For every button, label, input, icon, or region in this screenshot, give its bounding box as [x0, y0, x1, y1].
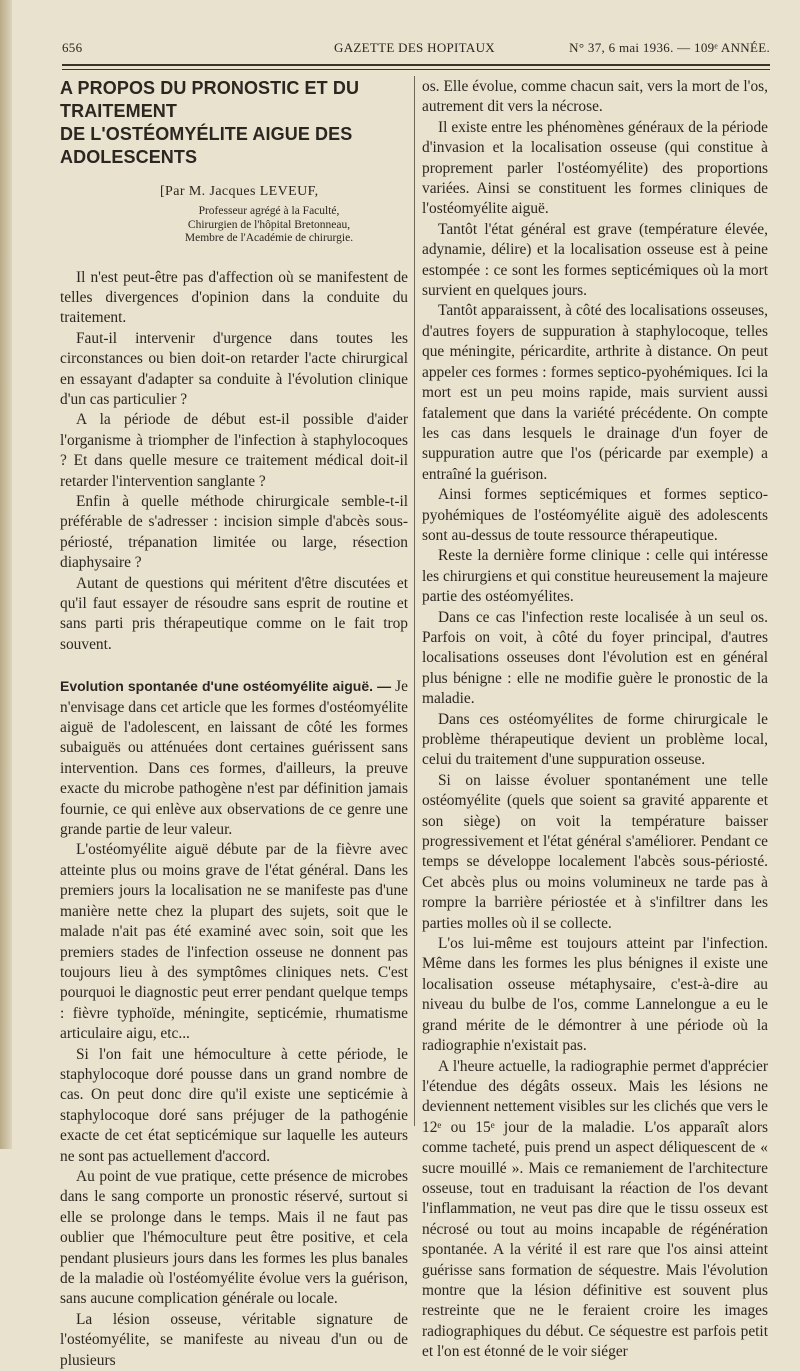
- body-paragraph: Au point de vue pratique, cette présence de microbes dans le sang comporte un pronostic réservé, surtout si elle se prolonge dans le temps. Mais il ne faut pas oublier que l'hémoculture peut être positive, et cela pendant plusieurs jours dans les formes les plus banales de la maladie où l'ostéomyélite évolue vers la guérison, sans aucune complication générale ou locale.: [60, 1167, 408, 1308]
- right-column: [422, 77, 768, 1363]
- intro-paragraph: Faut-il intervenir d'urgence dans toutes les circonstances ou bien doit-on retarder l'acte chirurgical en essayant d'adapter sa conduite à l'évolution clinique d'un cas particulier ?: [60, 329, 408, 408]
- header-rule: [62, 64, 770, 66]
- running-header: [62, 40, 770, 58]
- page-number: 656: [62, 40, 83, 55]
- body-paragraph: Si l'on fait une hémoculture à cette période, le staphylocoque doré pousse dans un grand nombre de cas. On peut donc dire qu'il existe une septicémie à staphylocoque doré sans préjuger de la pathogénie exacte de cet état septicémique sur laquelle les auteurs ne sont pas actuellement d'accord.: [60, 1045, 408, 1165]
- title-line-2: DE L'OSTÉOMYÉLITE AIGUE DES ADOLESCENTS: [60, 124, 353, 167]
- section-first-text: Je n'envisage dans cet article que les formes d'ostéomyélite aiguë de l'adolescent, en laissant de côté les formes subaiguës ou atténuées dont certaines guérissent sans intervention. Dans ces formes, d'ailleurs, la preuve exacte du microbe pathogène n'est par définition jamais fournie, ce qui enlève aux observations de ce genre une grande partie de leur valeur.: [60, 678, 408, 839]
- body-paragraph: A l'heure actuelle, la radiographie permet d'apprécier l'étendue des dégâts osseux. Mais les lésions ne deviennent nettement visibles sur les clichés que vers le 12ᵉ ou 15ᵉ jour de la maladie. L'os apparaît alors comme tacheté, puis prend un aspect déliquescent de « sucre mouillé ». Mais ce remaniement de l'architecture osseuse, tout en traduisant la réaction de l'os devant l'inflammation, ne veut pas dire que le tissu osseux est nécrosé ou tout au moins incapable de régénération spontanée. A la vérité il est rare que l'os ainsi atteint guérisse sans formation de séquestre. Mais l'évolution montre que la lésion définitive est souvent plus restreinte que ne le feraient croire les images radiographiques du début. Ce séquestre est parfois petit et l'on est étonné de le voir siéger: [422, 1057, 768, 1361]
- section-paragraph: [60, 676, 408, 840]
- left-column: [60, 77, 408, 1371]
- title-line-1: A PROPOS DU PRONOSTIC ET DU TRAITEMENT: [60, 78, 360, 121]
- section-heading: Evolution spontanée d'une ostéomyélite aiguë. —: [60, 678, 392, 695]
- header-rule-thin: [62, 69, 770, 70]
- body-paragraph: Dans ces ostéomyélites de forme chirurgicale le problème thérapeutique devient un problème local, celui du traitement d'une suppuration osseuse.: [422, 710, 768, 769]
- credential-line: Chirurgien de l'hôpital Bretonneau,: [187, 218, 351, 231]
- page-binding-edge: [0, 0, 12, 1149]
- issue-info: N° 37, 6 mai 1936. — 109ᵉ ANNÉE.: [569, 40, 770, 55]
- body-paragraph: La lésion osseuse, véritable signature de l'ostéomyélite, se manifeste au niveau d'un ou de plusieurs: [60, 1310, 408, 1369]
- body-paragraph: os. Elle évolue, comme chacun sait, vers la mort de l'os, autrement dit vers la nécrose.: [422, 78, 768, 116]
- body-paragraph: Si on laisse évoluer spontanément une telle ostéomyélite (quels que soient sa gravité apparente et son siège) on voit la température baisser progressivement et l'état général s'améliorer. Pendant ce temps se développe localement l'abcès sous-périosté. Cet abcès plus ou moins volumineux ne tarde pas à rompre la barrière périostée et à s'infiltrer dans les parties molles où il se collecte.: [422, 771, 768, 932]
- journal-title: GAZETTE DES HOPITAUX: [334, 40, 495, 55]
- intro-paragraph: A la période de début est-il possible d'aider l'organisme à triompher de l'infection à staphylocoques ? Et dans quelle mesure ce traitement médical doit-il retarder l'intervention sanglante ?: [60, 411, 408, 490]
- intro-paragraph: Il n'est peut-être pas d'affection où se manifestent de telles divergences d'opinion dans la conduite du traitement.: [60, 268, 408, 327]
- body-paragraph: L'os lui-même est toujours atteint par l'infection. Même dans les formes les plus bénignes il existe une localisation osseuse métaphysaire, c'est-à-dire au niveau du bulbe de l'os, comme Lannelongue a eu le grand mérite de le démontrer à une période où la radiographie n'existait pas.: [422, 935, 768, 1055]
- body-paragraph: Il existe entre les phénomènes généraux de la période d'invasion et la localisation osseuse (qui constitue à proprement parler l'ostéomyélite) des proportions variées. Ainsi se constituent les formes cliniques de l'ostéomyélite aiguë.: [422, 118, 768, 218]
- body-paragraph: Reste la dernière forme clinique : celle qui intéresse les chirurgiens et qui constitue heureusement la majeure partie des ostéomyélites.: [422, 547, 768, 606]
- author: [Par M. Jacques LEVEUF,: [160, 184, 319, 199]
- body-paragraph: Tantôt apparaissent, à côté des localisations osseuses, d'autres foyers de suppuration à staphylocoque, telles que méningite, péricardite, arthrite à distance. On peut appeler ces formes : formes septico-pyohémiques. Ici la mort est un peu moins rapide, mais survient aussi fatalement que dans la variété précédente. On compte les cas dans lesquels le drainage d'un foyer de suppuration autre que l'os (péricarde par exemple) a entraîné la guérison.: [422, 302, 768, 483]
- author-credentials: [60, 205, 408, 246]
- body-paragraph: Dans ce cas l'infection reste localisée à un seul os. Parfois on voit, à côté du foyer principal, d'autres localisations osseuses dont l'évolution est en général plus bénigne : elle ne modifie guère le pronostic de la maladie.: [422, 608, 768, 708]
- article-title: [60, 77, 408, 169]
- column-divider: [414, 76, 415, 1126]
- body-paragraph: Ainsi formes septicémiques et formes septico-pyohémiques de l'ostéomyélite aiguë des adolescents sont au-dessus de toute ressource thérapeutique.: [422, 486, 768, 544]
- body-paragraph: Tantôt l'état général est grave (température élevée, adynamie, délire) et la localisation osseuse est à peine estompée : ce sont les formes septicémiques où la mort survient en quelques jours.: [422, 220, 768, 300]
- intro-paragraph: Enfin à quelle méthode chirurgicale semble-t-il préférable de s'adresser : incision simple d'abcès sous-périosté, trépanation limitée ou large, résection diaphysaire ?: [60, 492, 408, 572]
- intro-paragraph: Autant de questions qui méritent d'être discutées et qu'il faut essayer de résoudre sans esprit de routine et sans parti pris thérapeutique comme on le fait trop souvent.: [60, 574, 408, 653]
- byline: [60, 183, 408, 200]
- credential-line: Membre de l'Académie de chirurgie.: [184, 232, 354, 244]
- credential-line: Professeur agrégé à la Faculté,: [198, 205, 340, 217]
- body-paragraph: L'ostéomyélite aiguë débute par de la fièvre avec atteinte plus ou moins grave de l'état général. Dans les premiers jours la localisation ne se manifeste pas d'une manière nette chez la plupart des sujets, soit que le malade n'ait pas été examiné avec soin, soit que les premiers stades de l'infection osseuse ne donnent pas toujours lieu à des symptômes cliniques nets. C'est pourquoi le diagnostic peut errer pendant quelque temps : fièvre typhoïde, méningite, septicémie, rhumatisme articulaire aigu, etc...: [60, 841, 408, 1043]
